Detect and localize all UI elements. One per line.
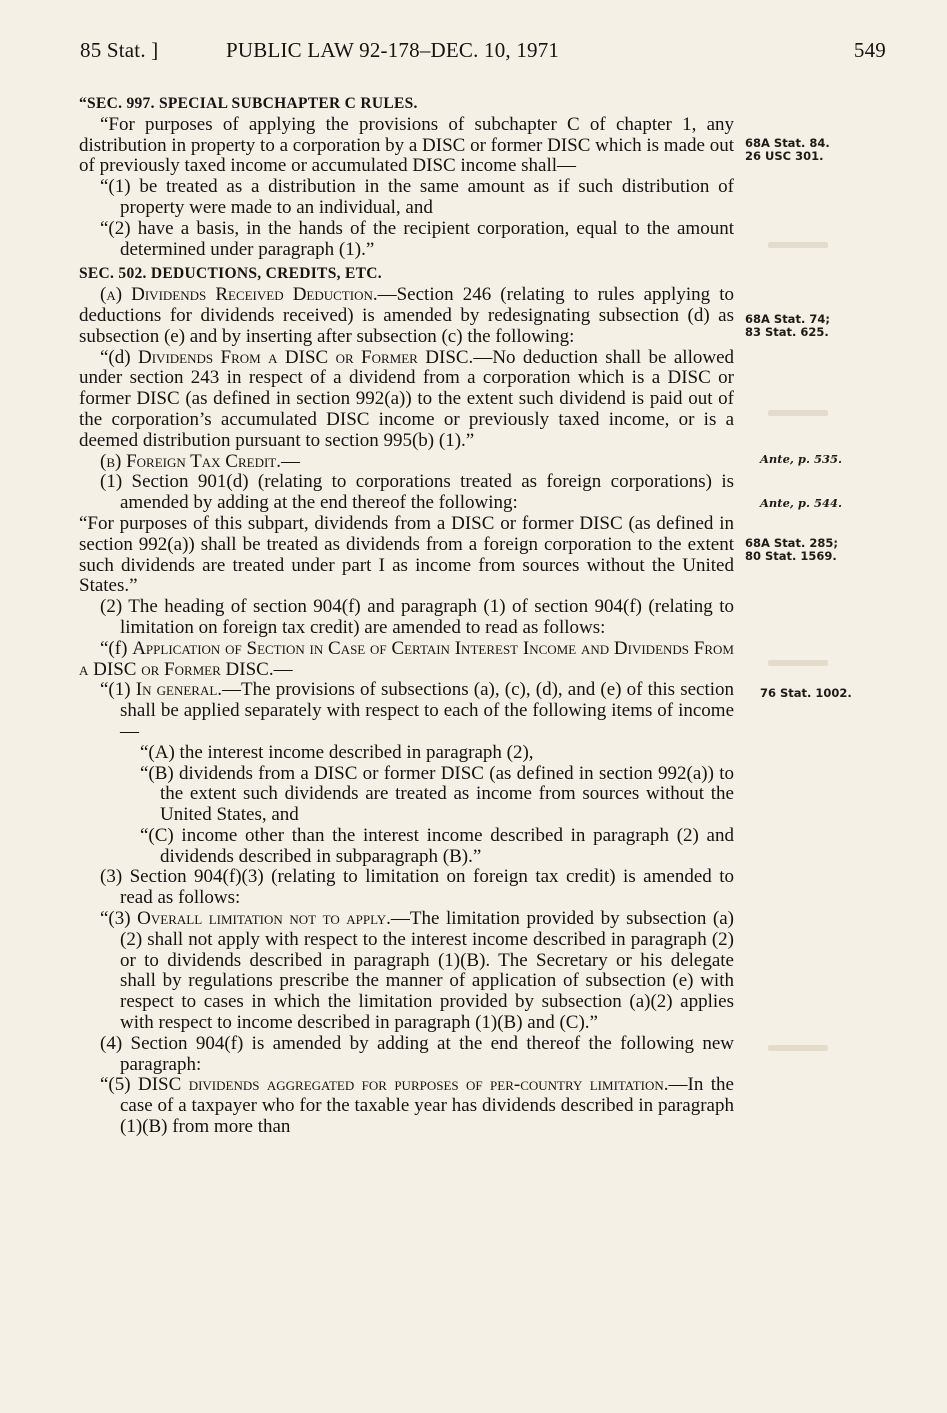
paragraph-f1-number: “(1) xyxy=(100,679,136,701)
header-title: PUBLIC LAW 92-178–DEC. 10, 1971 xyxy=(226,38,560,62)
bleed-through-mark xyxy=(768,1045,828,1051)
paragraph-f1-text: —The provisions of subsections (a), (c), (d), and (e) of this section shall be applied separately with respect to each of the following items of income— xyxy=(120,679,735,742)
subsection-d-number: “(d) xyxy=(100,346,138,368)
subsection-d xyxy=(79,348,734,452)
paragraph-f5-disc: DISC xyxy=(138,1074,189,1096)
subparagraph-b: “(B) dividends from a DISC or former DISC (as defined in section 992(a)) to the extent such dividends are treated as income from sources without the United States, and xyxy=(140,762,734,826)
subsection-a xyxy=(79,285,734,347)
subsection-d-disc-2: DISC. xyxy=(425,346,474,368)
paragraph-b2: (2) The heading of section 904(f) and paragraph (1) of section 904(f) (relating to limitation on foreign tax credit) are amended to read as follows: xyxy=(100,596,734,638)
paragraph-f3-text: —The limitation provided by subsection (a)(2) shall not apply with respect to the interest income described in paragraph (2) or to dividends described in paragraph (1)(B). The Secretary or his delegate shall by regulations prescribe the manner of application of subsection (e) with respect to cases in which the limitation provided by subsection (a)(2) applies with respect to income described in paragraph (1)(B) and (C).” xyxy=(120,908,734,1034)
subsection-f-number: “(f) xyxy=(100,637,133,659)
paragraph-f5-label: dividends aggregated for purposes of per-country limitation. xyxy=(188,1074,669,1096)
section-997-item-1: “(1) be treated as a distribution in the same amount as if such distribution of property were made to an individual, and xyxy=(100,176,734,218)
margin-note xyxy=(760,453,910,466)
margin-note xyxy=(760,497,910,510)
paragraph-f5-number: “(5) xyxy=(100,1074,138,1096)
body-text xyxy=(79,94,734,1138)
margin-note-line: 26 USC 301. xyxy=(745,149,824,163)
subsection-f-disc: DISC xyxy=(93,658,142,680)
paragraph-f1-label: In general. xyxy=(135,679,223,701)
section-502-heading: SEC. 502. DEDUCTIONS, CREDITS, ETC. xyxy=(79,265,382,283)
subsection-f-heading xyxy=(79,639,734,681)
margin-note-line: 76 Stat. 1002. xyxy=(760,686,852,700)
subsection-d-label: Dividends From a xyxy=(138,346,285,368)
paragraph-f1 xyxy=(79,680,734,742)
subsection-f-title-2: or Former xyxy=(141,658,226,680)
subsection-a-text: —Section 246 (relating to rules applying to deductions for dividends received) is amended by redesignating subsection (d) as subsection (e) and by inserting after subsection (c) the following: xyxy=(79,284,734,347)
paragraph-b3: (3) Section 904(f)(3) (relating to limitation on foreign tax credit) is amended to read as follows: xyxy=(100,866,734,909)
section-997-heading: “SEC. 997. SPECIAL SUBCHAPTER C RULES. xyxy=(79,95,418,112)
paragraph-f3 xyxy=(79,909,734,1034)
subsection-a-label: (a) Dividends Received Deduction. xyxy=(100,284,378,306)
running-header xyxy=(80,38,886,68)
margin-note xyxy=(745,537,895,563)
margin-note-line: 80 Stat. 1569. xyxy=(745,549,837,563)
bleed-through-mark xyxy=(768,410,828,416)
subparagraph-c: “(C) income other than the interest income described in paragraph (2) and dividends described in subparagraph (B).” xyxy=(140,824,734,867)
section-997-item-2: “(2) have a basis, in the hands of the recipient corporation, equal to the amount determined under paragraph (1).” xyxy=(100,217,734,260)
subsection-d-text: —No deduction shall be allowed under section 243 in respect of a dividend from a corporation which is a DISC or former DISC (as defined in section 992(a)) to the extent such dividend is paid out of the corporation’s accumulated DISC income or previously taxed income, or is a deemed distribution pursuant to section 995(b) (1).” xyxy=(79,346,735,451)
margin-note xyxy=(760,687,910,700)
paragraph-f3-number: “(3) xyxy=(100,908,138,930)
margin-note-line: Ante, p. 544. xyxy=(760,496,842,510)
margin-note-line: 68A Stat. 84. xyxy=(745,136,830,150)
subsection-f-title: Application of Section in Case of Certain Interest Income and Dividends From a xyxy=(79,637,734,680)
bleed-through-mark xyxy=(768,242,828,248)
paragraph-b4: (4) Section 904(f) is amended by adding at the end thereof the following new paragraph: xyxy=(100,1032,734,1075)
margin-note-line: 68A Stat. 285; xyxy=(745,536,838,550)
paragraph-b1-quote: “For purposes of this subpart, dividends from a DISC or former DISC (as defined in section 992(a)) shall be treated as dividends from a foreign corporation to the extent such dividends are treated under part I as income from sources without the United States.” xyxy=(79,512,734,597)
subsection-f-disc-2: DISC.— xyxy=(225,658,293,680)
subsection-d-label-2: or Former xyxy=(335,346,426,368)
paragraph-f3-label: Overall limitation not to apply. xyxy=(137,908,391,930)
subparagraph-a: “(A) the interest income described in paragraph (2), xyxy=(140,741,534,763)
margin-note-line: 83 Stat. 625. xyxy=(745,325,829,339)
subsection-d-disc: DISC xyxy=(284,346,336,368)
paragraph-f5-text: —In the case of a taxpayer who for the taxable year has dividends described in paragraph (1)(B) from more than xyxy=(120,1074,734,1138)
subsection-b-label: (b) Foreign Tax Credit.— xyxy=(100,450,300,472)
paragraph-f5 xyxy=(79,1075,734,1137)
margin-note xyxy=(745,137,895,163)
page-number: 549 xyxy=(853,38,886,62)
statute-volume: 85 Stat. ] xyxy=(80,38,159,62)
margin-note xyxy=(745,313,895,339)
margin-note-line: Ante, p. 535. xyxy=(760,452,842,466)
section-997-intro: “For purposes of applying the provisions of subchapter C of chapter 1, any distribution in property to a corporation by a DISC or former DISC which is made out of previously taxed income or accumulated DISC income shall— xyxy=(79,113,734,177)
margin-note-line: 68A Stat. 74; xyxy=(745,312,830,326)
paragraph-b1: (1) Section 901(d) (relating to corporations treated as foreign corporations) is amended by adding at the end thereof the following: xyxy=(100,471,734,514)
bleed-through-mark xyxy=(768,660,828,666)
